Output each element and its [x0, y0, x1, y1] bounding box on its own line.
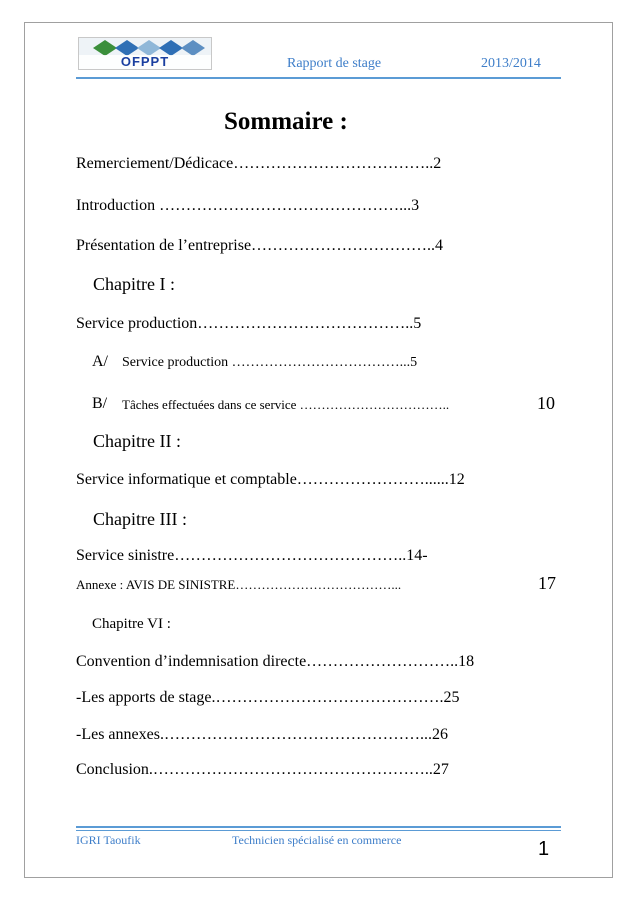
toc-entry-presentation: Présentation de l’entreprise……………………………..4: [76, 237, 444, 254]
toc-subsection-b-page: 10: [537, 393, 555, 413]
logo-text: OFPPT: [120, 54, 170, 69]
toc-entry-introduction: Introduction ………………………………………...3: [76, 197, 420, 214]
toc-entry-service-sinistre: Service sinistre……………………………………..14-: [76, 547, 428, 564]
footer-role: Technicien spécialisé en commerce: [232, 833, 402, 847]
toc-entry-conclusion: Conclusion.……………………………………………..27: [76, 761, 449, 778]
toc-subsection-b: Tâches effectuées dans ce service ……………………………..: [122, 397, 450, 412]
toc-subsection-a-label: A/: [92, 353, 108, 370]
report-year: 2013/2014: [481, 56, 541, 71]
header-rule: [76, 77, 561, 79]
toc-entry-service-informatique: Service informatique et comptable……………………......12: [76, 471, 465, 488]
toc-chapter-2: Chapitre II :: [93, 431, 181, 451]
toc-entry-remerciement: Remerciement/Dédicace………………………………..2: [76, 155, 442, 172]
toc-entry-annexes: -Les annexes.…………………………………………...26: [76, 726, 448, 743]
toc-subsection-b-label: B/: [92, 395, 108, 412]
toc-subsection-a: Service production ………………………………...5: [122, 355, 418, 370]
toc-chapter-3: Chapitre III :: [93, 509, 187, 529]
page-title: Sommaire :: [224, 108, 348, 135]
report-title: Rapport de stage: [287, 56, 382, 71]
toc-entry-annexe: Annexe : AVIS DE SINISTRE………………………………...: [76, 577, 402, 592]
footer-author: IGRI Taoufik: [76, 833, 141, 847]
ofppt-logo: [78, 37, 212, 70]
toc-entry-annexe-page: 17: [538, 573, 556, 593]
toc-chapter-6: Chapitre VI :: [92, 616, 171, 632]
footer-rule-thin: [76, 830, 561, 831]
page-number: 1: [538, 838, 550, 860]
toc-chapter-1: Chapitre I :: [93, 274, 175, 294]
footer-rule: [76, 826, 561, 828]
toc-entry-service-production: Service production…………………………………..5: [76, 315, 422, 332]
toc-entry-apports: -Les apports de stage.…………………………………….25: [76, 689, 460, 706]
toc-entry-convention: Convention d’indemnisation directe………………………..18: [76, 653, 475, 670]
